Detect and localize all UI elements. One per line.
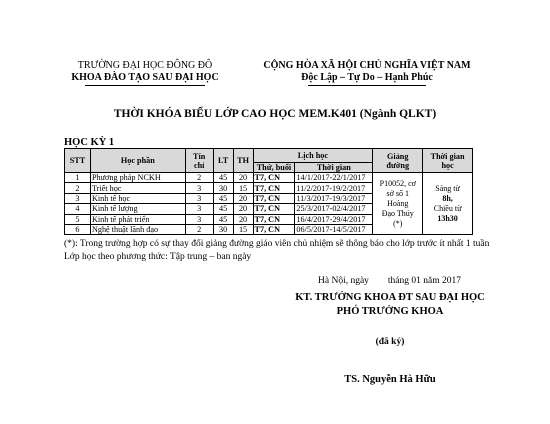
header-lt: LT	[213, 149, 233, 173]
header-period: Thời gian	[295, 163, 373, 173]
row-day: T7, CN	[253, 193, 295, 203]
row-subject: Triết học	[90, 183, 185, 193]
row-lt: 45	[213, 173, 233, 183]
motto-underline	[308, 85, 426, 86]
header-time-line1: Thời gian	[430, 151, 465, 161]
header-time-line2: học	[441, 160, 454, 170]
room-cell	[373, 173, 423, 235]
country-name: CỘNG HÒA XÃ HỘI CHỦ NGHĨA VIỆT NAM	[263, 60, 471, 71]
row-th: 20	[233, 204, 253, 214]
row-stt: 6	[65, 224, 91, 234]
header-underline	[85, 85, 205, 86]
row-lt: 45	[213, 193, 233, 203]
row-day: T7, CN	[253, 214, 295, 224]
class-time-cell	[423, 173, 473, 235]
row-period: 11/3/2017-19/3/2017	[295, 193, 373, 203]
signed-mark: (đã ký)	[375, 337, 405, 347]
room-line2: sở số 1	[386, 188, 409, 198]
row-th: 20	[233, 173, 253, 183]
semester-label: HỌC KỲ 1	[64, 137, 115, 148]
row-day: T7, CN	[253, 183, 295, 193]
row-day: T7, CN	[253, 173, 295, 183]
header-credits-line2: chỉ	[193, 160, 205, 170]
row-credits: 3	[185, 183, 213, 193]
row-subject: Kinh tế học	[90, 193, 185, 203]
header-stt: STT	[65, 149, 91, 173]
row-lt: 45	[213, 204, 233, 214]
institution-header	[60, 60, 230, 86]
faculty-name: KHOA ĐÀO TẠO SAU ĐẠI HỌC	[71, 72, 219, 83]
row-credits: 3	[185, 193, 213, 203]
header-credits-line1: Tín	[193, 151, 206, 161]
sign-date: Hà Nội, ngày tháng 01 năm 2017	[318, 276, 462, 286]
row-lt: 30	[213, 224, 233, 234]
document-title: THỜI KHÓA BIỂU LỚP CAO HỌC MEM.K401 (Ngành QLKT)	[113, 108, 437, 120]
row-subject: Kinh tế lượng	[90, 204, 185, 214]
national-header	[262, 60, 472, 86]
row-th: 15	[233, 183, 253, 193]
row-credits: 3	[185, 204, 213, 214]
row-stt: 4	[65, 204, 91, 214]
header-room-line2: đường	[386, 160, 410, 170]
signer-title: PHÓ TRƯỞNG KHOA	[336, 306, 444, 317]
row-subject: Phương pháp NCKH	[90, 173, 185, 183]
header-subject: Học phần	[90, 149, 185, 173]
room-line3: Hoàng	[387, 198, 409, 208]
row-stt: 5	[65, 214, 91, 224]
schedule-table	[64, 148, 473, 235]
class-time-line2: 8h,	[442, 193, 453, 203]
row-th: 20	[233, 193, 253, 203]
row-th: 15	[233, 224, 253, 234]
row-stt: 3	[65, 193, 91, 203]
room-line5: (*)	[393, 218, 403, 228]
row-lt: 45	[213, 214, 233, 224]
row-credits: 3	[185, 214, 213, 224]
row-subject: Nghệ thuật lãnh đạo	[90, 224, 185, 234]
row-day: T7, CN	[253, 224, 295, 234]
national-motto: Độc Lập – Tự Do – Hạnh Phúc	[301, 72, 433, 83]
header-schedule: Lịch học	[253, 149, 373, 163]
header-class-time	[423, 149, 473, 173]
class-time-line4: 13h30	[437, 213, 458, 223]
header-credits	[185, 149, 213, 173]
header-room-line1: Giảng	[387, 151, 409, 161]
row-th: 20	[233, 214, 253, 224]
row-day: T7, CN	[253, 204, 295, 214]
row-stt: 1	[65, 173, 91, 183]
study-mode-note: Lớp học theo phương thức: Tập trung – ban ngày	[64, 252, 252, 262]
header-th: TH	[233, 149, 253, 173]
row-period: 06/5/2017-14/5/2017	[295, 224, 373, 234]
row-subject: Kinh tế phát triển	[90, 214, 185, 224]
row-credits: 2	[185, 173, 213, 183]
row-credits: 2	[185, 224, 213, 234]
row-stt: 2	[65, 183, 91, 193]
university-name: TRƯỜNG ĐẠI HỌC ĐÔNG ĐÔ	[77, 60, 213, 71]
row-period: 11/2/2017-19/2/2017	[295, 183, 373, 193]
row-period: 25/3/2017-02/4/2017	[295, 204, 373, 214]
header-day: Thứ, buổi	[253, 163, 295, 173]
class-time-line3: Chiều từ	[433, 203, 462, 213]
room-line4: Đạo Thúy	[381, 208, 414, 218]
class-time-line1: Sáng từ	[435, 183, 460, 193]
signer-position: KT. TRƯỞNG KHOA ĐT SAU ĐẠI HỌC	[295, 292, 485, 303]
row-period: 16/4/2017-29/4/2017	[295, 214, 373, 224]
footnote-room-change: (*): Trong trường hợp có sự thay đổi giảng đường giáo viên chủ nhiệm sẽ thông báo cho lớp trước ít nhất 1 tuần	[64, 239, 490, 249]
header-room	[373, 149, 423, 173]
signer-name: TS. Nguyễn Hà Hữu	[344, 374, 436, 385]
row-period: 14/1/2017-22/1/2017	[295, 173, 373, 183]
row-lt: 30	[213, 183, 233, 193]
room-line1: P10052, cơ	[379, 178, 416, 188]
table-row	[65, 173, 473, 183]
